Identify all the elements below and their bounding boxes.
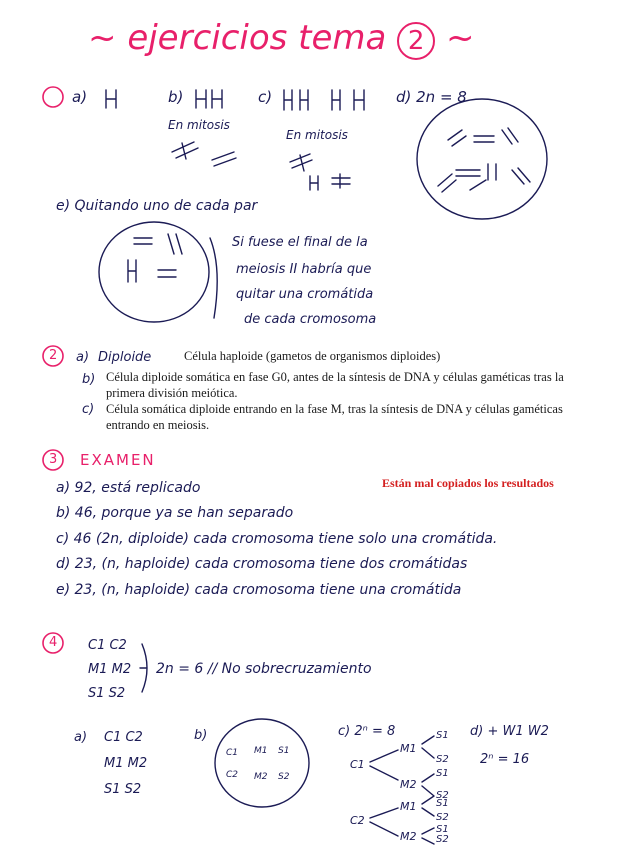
s4-tree-m1-a: M1 <box>400 742 417 755</box>
s2-a-hand: Diploide <box>98 350 152 365</box>
s4-tree-s2-b: S2 <box>436 790 449 801</box>
s1-d-label: d) 2n = 8 <box>396 88 467 106</box>
title-dash-right: ~ <box>446 18 475 58</box>
s4-tree-c2: C2 <box>350 814 365 827</box>
s4-c-label: c) 2ⁿ = 8 <box>338 724 396 739</box>
s4-tree-s1-c: S1 <box>436 798 449 809</box>
s1-b-note: En mitosis <box>168 118 230 132</box>
s3-item-d: d) 23, (n, haploide) cada cromosoma tiene dos cromátidas <box>56 556 468 572</box>
s3-item-b: b) 46, porque ya se han separado <box>56 505 294 521</box>
s2-c-text-1: Célula somática diploide entrando en la fase M, tras la síntesis de DNA y células gaméticas <box>106 402 563 416</box>
s2-c-label: c) <box>82 402 95 417</box>
s1-e-note-4: de cada cromosoma <box>244 312 377 327</box>
s4-tree-s2-c: S2 <box>436 812 449 823</box>
s4-b-s2: S2 <box>278 772 290 782</box>
s2-b-text-2: primera división meiótica. <box>106 386 238 400</box>
s4-brace <box>140 644 147 692</box>
s3-number: 3 <box>49 452 58 467</box>
s1-e-note-3: quitar una cromátida <box>236 287 374 302</box>
s3-note: Están mal copiados los resultados <box>382 476 554 490</box>
s3-item-c: c) 46 (2n, diploide) cada cromosoma tiene solo una cromátida. <box>56 531 498 547</box>
cell-e-bracket <box>210 238 217 318</box>
s2-b-label: b) <box>82 372 96 387</box>
s1-a-label: a) <box>72 88 88 106</box>
s4-tree-m1-b: M1 <box>400 800 417 813</box>
s4-b-m1: M1 <box>254 746 268 756</box>
s4-tree-m2-b: M2 <box>400 830 417 843</box>
s1-number-circle <box>43 87 63 107</box>
s3-item-e: e) 23, (n, haploide) cada cromosoma tiene una cromátida <box>56 582 462 598</box>
s1-b-label: b) <box>168 88 184 106</box>
s4-a-pair-s: S1 S2 <box>104 782 142 797</box>
s2-a-text: Célula haploide (gametos de organismos diploides) <box>184 349 441 363</box>
s4-tree-s1-a: S1 <box>436 730 449 741</box>
chromosome-a <box>106 90 116 108</box>
s3-heading: EXAMEN <box>80 451 156 469</box>
s4-pair-m: M1 M2 <box>88 662 132 677</box>
mitosis-c-sketch <box>290 154 350 190</box>
s4-tree-s2-d: S2 <box>436 834 449 845</box>
title-dash-left: ~ <box>88 18 117 58</box>
title-number: 2 <box>397 22 435 60</box>
s1-c-note: En mitosis <box>286 128 348 142</box>
s2-c-text-2: entrando en meiosis. <box>106 418 210 432</box>
s4-pair-s: S1 S2 <box>88 686 126 701</box>
s4-b-s1: S1 <box>278 746 290 756</box>
s4-a-pair-m: M1 M2 <box>104 756 148 771</box>
s4-tree-s2-a: S2 <box>436 754 449 765</box>
cell-d <box>417 99 547 219</box>
s4-tree-m2-a: M2 <box>400 778 417 791</box>
s2-number: 2 <box>49 348 58 363</box>
s4-pair-c: C1 C2 <box>88 638 127 653</box>
s4-summary: 2n = 6 // No sobrecruzamiento <box>156 661 372 677</box>
mitosis-b-sketch <box>172 142 236 166</box>
s1-e-note-1: Si fuese el final de la <box>232 235 368 250</box>
s4-cell-b <box>215 719 309 807</box>
s1-c-label: c) <box>258 88 273 106</box>
cell-e-chromosomes <box>128 234 182 282</box>
cell-d-chromosomes <box>438 128 530 192</box>
chromosome-c <box>284 90 364 110</box>
s3-item-a: a) 92, está replicado <box>56 480 201 496</box>
title-text: ejercicios tema <box>127 18 387 58</box>
chromosome-b <box>196 90 222 108</box>
s4-b-c2: C2 <box>226 770 239 780</box>
s4-b-c1: C1 <box>226 748 239 758</box>
s1-e-text: e) Quitando uno de cada par <box>56 198 258 214</box>
s4-b-label: b) <box>194 728 208 743</box>
s4-number: 4 <box>49 635 58 650</box>
s4-tree-s1-d: S1 <box>436 824 449 835</box>
s4-a-pair-c: C1 C2 <box>104 730 143 745</box>
s1-e-note-2: meiosis II habría que <box>236 262 372 277</box>
s2-b-text-1: Célula diploide somática en fase G0, antes de la síntesis de DNA y células gaméticas tras la <box>106 370 564 384</box>
s4-a-label: a) <box>74 730 88 745</box>
s4-d-value: 2ⁿ = 16 <box>480 752 530 767</box>
s4-tree-s1-b: S1 <box>436 768 449 779</box>
s4-b-m2: M2 <box>254 772 268 782</box>
s2-a-label: a) <box>76 350 90 365</box>
s4-tree-c1: C1 <box>350 758 365 771</box>
cell-e <box>99 222 209 322</box>
s4-d-label: d) + W1 W2 <box>470 724 549 739</box>
